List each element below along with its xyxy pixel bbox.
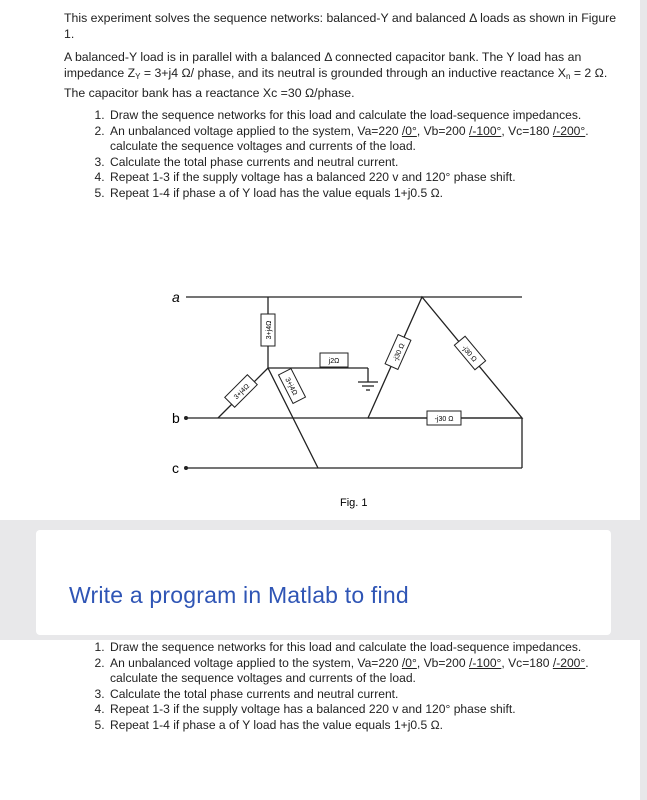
question-list-repeat <box>64 640 620 734</box>
svg-text:j2Ω: j2Ω <box>328 358 340 365</box>
impedance-left <box>225 375 258 408</box>
svg-text:3+j4Ω: 3+j4Ω <box>266 320 273 340</box>
question-list <box>64 108 620 202</box>
svg-text:-j30 Ω: -j30 Ω <box>460 344 478 364</box>
impedance-neutral <box>320 353 348 367</box>
node-c-label: c <box>172 460 179 476</box>
question-2: 2. An unbalanced voltage applied to the system, Va=220 /0°, Vb=200 /-100°, Vc=180 /-200°. calculate the sequence voltages and currents of the load. <box>108 656 620 687</box>
question-3: 3. Calculate the total phase currents and neutral current. <box>108 155 620 171</box>
capacitor-bottom <box>427 411 461 425</box>
node-a-label: a <box>172 289 180 305</box>
question-1: 1. Draw the sequence networks for this load and calculate the load-sequence impedances. <box>108 640 620 656</box>
question-5: 5. Repeat 1-4 if phase a of Y load has the value equals 1+j0.5 Ω. <box>108 718 620 734</box>
questions-card <box>0 640 640 800</box>
svg-text:3+j4Ω: 3+j4Ω <box>232 382 252 402</box>
circuit-figure <box>0 260 647 530</box>
svg-text:-j30 Ω: -j30 Ω <box>434 416 454 423</box>
capacitor-right <box>454 336 485 370</box>
banner-title: Write a program in Matlab to find <box>69 582 409 608</box>
banner-card <box>36 530 611 635</box>
load-description: A balanced-Y load is in parallel with a balanced Δ connected capacitor bank. The Y load has an impedance $Z_Y = 3+j4$ Ω/ phase, and its neutral is grounded through an inductive reactance $X_n = 2$ Ω. The capacitor bank has a reactance Xc =30 Ω/phase. <box>64 50 608 100</box>
capacitor-left <box>385 335 411 370</box>
impedance-top <box>261 314 275 346</box>
question-4: 4. Repeat 1-3 if the supply voltage has a balanced 220 v and 120° phase shift. <box>108 702 620 718</box>
svg-text:-j30 Ω: -j30 Ω <box>392 342 407 363</box>
intro-line: This experiment solves the sequence networks: balanced-Y and balanced Δ loads as shown in Figure 1. <box>64 11 617 41</box>
node-b-label: b <box>172 410 180 426</box>
question-3: 3. Calculate the total phase currents and neutral current. <box>108 687 620 703</box>
question-4: 4. Repeat 1-3 if the supply voltage has a balanced 220 v and 120° phase shift. <box>108 170 620 186</box>
svg-text:3+j4Ω: 3+j4Ω <box>283 376 299 397</box>
question-1: 1. Draw the sequence networks for this load and calculate the load-sequence impedances. <box>108 108 620 124</box>
question-2: 2. An unbalanced voltage applied to the system, Va=220 /0°, Vb=200 /-100°, Vc=180 /-200°. calculate the sequence voltages and currents of the load. <box>108 124 620 155</box>
question-5: 5. Repeat 1-4 if phase a of Y load has the value equals 1+j0.5 Ω. <box>108 186 620 202</box>
figure-caption: Fig. 1 <box>340 497 368 509</box>
